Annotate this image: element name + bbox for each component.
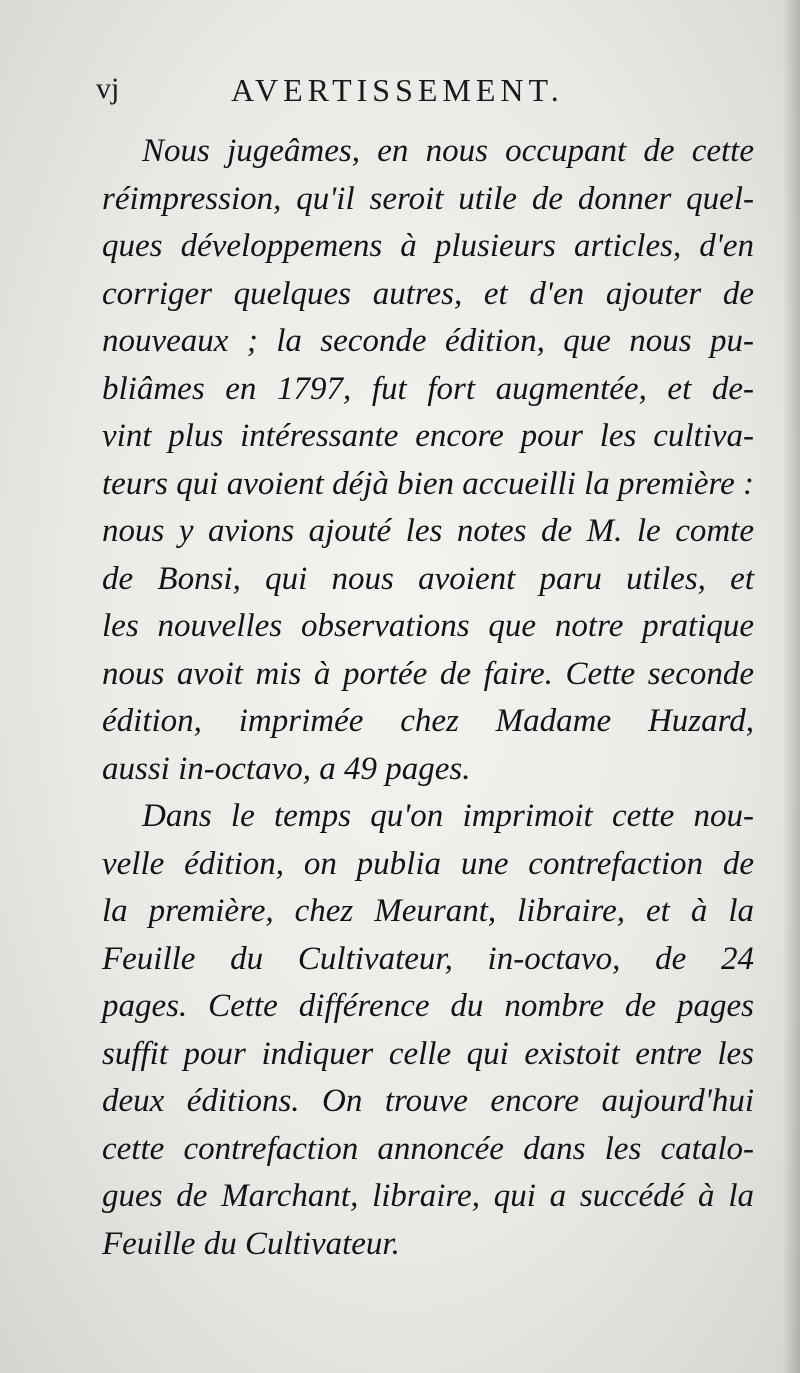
text-line: vint plus intéressante encore pour les cultiva- bbox=[102, 418, 754, 454]
page-number: vj bbox=[96, 72, 120, 105]
text-line: corriger quelques autres, et d'en ajouter de bbox=[102, 275, 754, 312]
text-line: Feuille du Cultivateur, in-octavo, de 24 bbox=[102, 940, 754, 977]
text-line: cette contrefaction annoncée dans les catalo- bbox=[102, 1130, 754, 1167]
text-line: suffit pour indiquer celle qui existoit entre les bbox=[102, 1035, 754, 1072]
text-line: Nous jugeâmes, en nous occupant de cette bbox=[142, 133, 754, 169]
text-line: gues de Marchant, libraire, qui a succédé à la bbox=[102, 1178, 754, 1214]
text-line: nous y avions ajouté les notes de M. le comte bbox=[102, 513, 754, 549]
paragraph-1 bbox=[102, 128, 754, 793]
text-line: Feuille du Cultivateur. bbox=[102, 1225, 400, 1262]
text-line: velle édition, on publia une contrefaction de bbox=[102, 845, 754, 882]
page-header bbox=[96, 72, 740, 112]
text-line: édition, imprimée chez Madame Huzard, bbox=[102, 703, 754, 739]
text-line: pages. Cette différence du nombre de pages bbox=[102, 988, 754, 1024]
paragraph-2 bbox=[102, 793, 754, 1268]
text-line: la première, chez Meurant, libraire, et à la bbox=[102, 893, 754, 929]
text-line: bliâmes en 1797, fut fort augmentée, et de- bbox=[102, 370, 754, 407]
text-line: de Bonsi, qui nous avoient paru utiles, et bbox=[102, 560, 754, 597]
text-line: nouveaux ; la seconde édition, que nous pu- bbox=[102, 323, 754, 359]
body-text bbox=[102, 128, 754, 1268]
text-line: ques développemens à plusieurs articles, d'en bbox=[102, 228, 754, 264]
running-title: AVERTISSEMENT. bbox=[231, 72, 564, 108]
text-line: teurs qui avoient déjà bien accueilli la première : bbox=[102, 465, 754, 502]
text-line: aussi in-octavo, a 49 pages. bbox=[102, 750, 471, 787]
text-line: deux éditions. On trouve encore aujourd'hui bbox=[102, 1083, 754, 1119]
text-line: nous avoit mis à portée de faire. Cette seconde bbox=[102, 655, 754, 692]
text-line: réimpression, qu'il seroit utile de donner quel- bbox=[102, 180, 754, 217]
text-line: Dans le temps qu'on imprimoit cette nou- bbox=[142, 798, 754, 834]
text-line: les nouvelles observations que notre pratique bbox=[102, 608, 754, 644]
